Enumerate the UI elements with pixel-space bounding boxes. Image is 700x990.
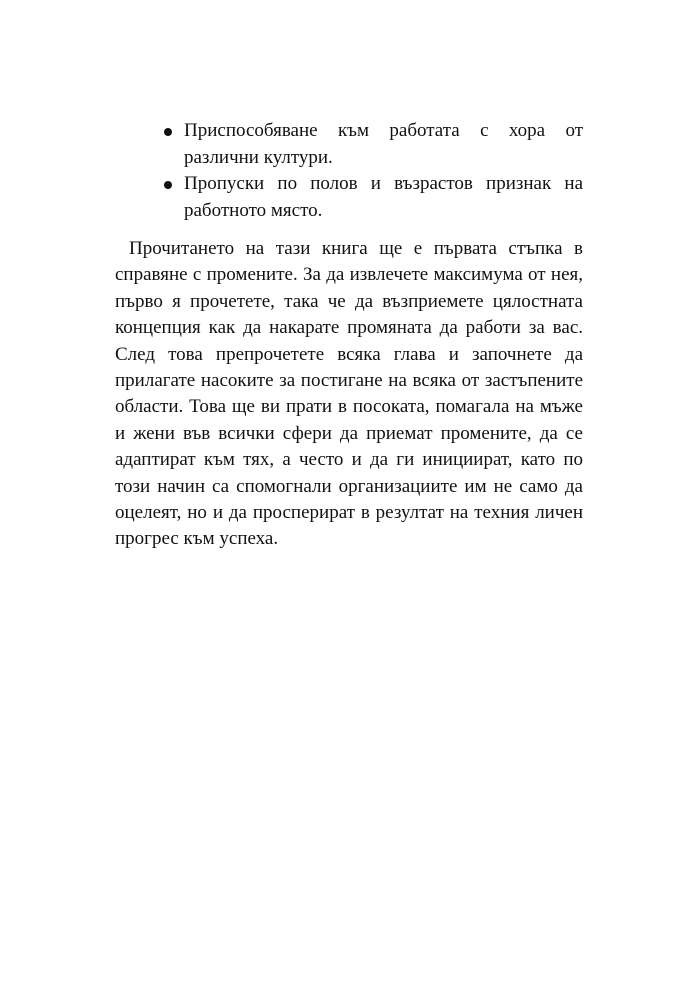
bullet-icon: [164, 181, 172, 189]
body-paragraph: Прочитането на тази книга ще е първата стъпка в справяне с промените. За да извлечете максимума от нея, първо я прочетете, така че да възприемете цялостната концепция как да накарате промяната да работи за вас. След това препрочетете всяка глава и започнете да прилагате насоките за постигане на всяка от застъпените области. Това ще ви прати в посоката, помагала на мъже и жени във всички сфери да приемат промените, да се адаптират към тях, а често и да ги инициират, като по този начин са спомогнали организациите им не само да оцелеят, но и да просперират в резултат на техния личен прогрес към успеха.: [115, 238, 583, 550]
bullet-text: Приспособяване към работата с хора от различни култури.: [184, 120, 583, 168]
list-item: [163, 118, 583, 171]
bullet-text: Пропуски по полов и възрастов признак на работното място.: [184, 173, 583, 221]
bullet-list: [163, 118, 583, 224]
bullet-icon: [164, 128, 172, 136]
list-item: [163, 171, 583, 224]
